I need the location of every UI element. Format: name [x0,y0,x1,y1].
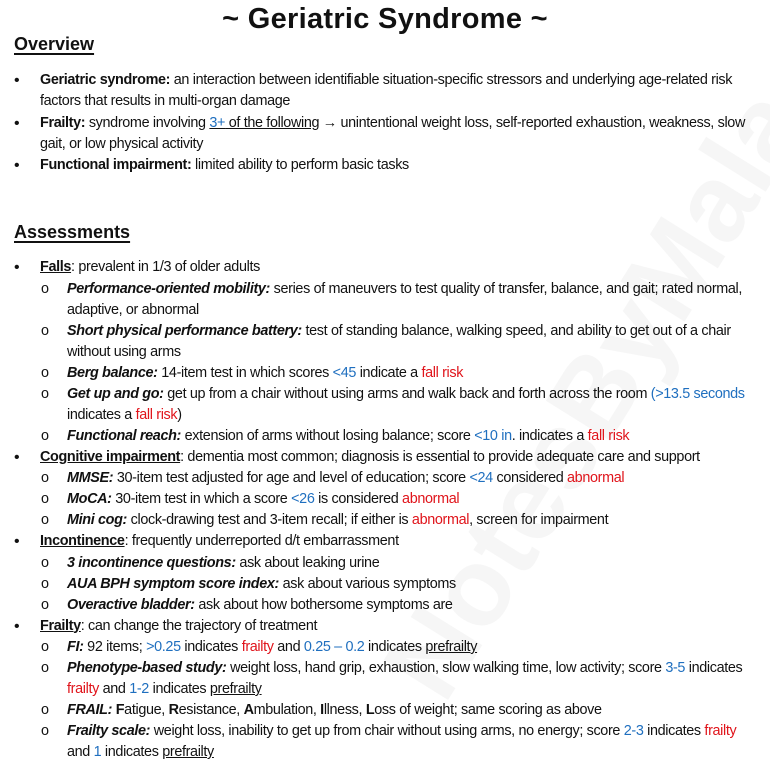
text-segment: test of standing balance, walking speed, and ability to get out of a chair without using arms [67,322,731,360]
text-segment: 1-2 [129,681,149,697]
text-segment: fall risk [421,364,464,381]
text-segment: → unintentional weight loss, self-reported exhaustion, weakness, slow gait, or low physical activity [40,114,745,152]
assessment-item [0,531,762,552]
text-segment: Functional impairment: [40,157,192,173]
assessment-subitem [0,721,762,763]
text-segment: 2-3 [623,723,644,739]
text-segment: fall risk [587,427,630,444]
assessment-subitem [0,700,762,721]
overview-item [0,155,762,176]
text-segment: fall risk [135,406,178,423]
text-segment: indicates [148,681,210,697]
text-segment: 92 items; [83,639,147,655]
assessment-subitem [0,553,762,574]
text-segment: Performance-oriented mobility: [67,280,270,297]
text-segment: Mini cog: [67,512,127,528]
text-segment: Geriatric syndrome: [40,72,171,88]
text-segment: ask about various symptoms [278,575,456,592]
text-segment: considered [492,470,568,486]
text-segment: indicates [643,723,705,739]
text-segment: ) [177,406,182,423]
text-segment: get up from a chair without using arms and walk back and forth across the room [163,385,651,402]
assessment-subitem [0,426,762,447]
text-segment: . indicates a [511,427,588,444]
text-segment: mbulation, [253,702,321,718]
text-segment: limited ability to perform basic tasks [191,157,409,173]
text-segment: weight loss, hand grip, exhaustion, slow walking time, low activity; score [226,660,666,676]
text-segment: esistance, [178,702,244,718]
text-segment: abnormal [402,491,460,507]
text-segment: >0.25 [146,639,181,655]
text-segment: Frailty: [40,114,86,131]
text-segment: (>13.5 seconds [650,385,745,402]
text-segment: indicates [180,639,242,655]
overview-item [0,113,762,155]
text-segment: frailty [241,639,274,655]
text-segment: I [320,702,324,718]
text-segment: abnormal [567,470,625,486]
text-segment: extension of arms without losing balance; score [181,427,475,444]
assessment-subitem [0,279,762,321]
text-segment: Short physical performance battery: [67,322,302,339]
text-segment: frailty [67,681,99,697]
text-segment: oss of weight; same scoring as above [374,702,602,718]
assessments-list [0,257,762,763]
text-segment: , screen for impairment [469,512,609,528]
text-segment: R [168,702,179,718]
text-segment: FI: [67,639,84,655]
assessment-subitem [0,468,762,489]
text-segment: indicates [101,744,163,760]
assessment-subitem [0,658,762,700]
assessment-subitem [0,595,762,616]
page-title: ~ Geriatric Syndrome ~ [222,3,548,35]
text-segment: llness, [323,702,366,718]
text-segment: 30-item test in which a score [111,491,292,507]
text-segment: <10 in [474,427,512,444]
assessment-item [0,257,762,278]
text-segment: is considered [314,491,403,507]
text-segment: indicates [364,639,426,655]
text-segment: : dementia most common; diagnosis is essential to provide adequate care and support [180,448,700,465]
assessment-subitem [0,510,762,531]
assessment-subitem [0,363,762,384]
text-segment: prefrailty [162,744,214,760]
text-segment: prefrailty [209,681,262,697]
text-segment: 0.25 – 0.2 [303,639,365,655]
assessment-subitem [0,489,762,510]
text-segment: ask about leaking urine [235,554,380,571]
text-segment: series of maneuvers to test quality of transfer, balance, and gait; rated normal, adaptive, or abnormal [67,280,743,318]
section-heading-assessments: Assessments [14,222,131,242]
text-segment: Frailty scale: [67,723,151,739]
assessment-item [0,447,762,468]
text-segment: atigue, [124,702,169,718]
text-segment: weight loss, inability to get up from chair without using arms, no energy; score [150,723,624,739]
text-segment: Falls [40,259,72,275]
section-heading-overview: Overview [14,34,95,54]
text-segment: an interaction between identifiable situation-specific stressors and underlying age-related risk factors that results in multi-organ damage [40,72,733,109]
text-segment: Overactive bladder: [67,596,195,613]
text-segment: <24 [469,470,493,486]
text-segment: indicate a [356,364,422,381]
text-segment: and [98,681,130,697]
text-segment: 1 [93,744,102,760]
text-segment: abnormal [411,512,470,528]
assessment-subitem [0,384,762,426]
text-segment: of the following [225,114,320,131]
text-segment: : prevalent in 1/3 of older adults [71,259,260,275]
text-segment: Berg balance: [67,364,158,381]
text-segment: : can change the trajectory of treatment [80,617,318,634]
text-segment: 3 incontinence questions: [67,554,236,571]
text-segment: L [365,702,375,718]
text-segment: ask about how bothersome symptoms are [194,596,453,613]
text-segment: Phenotype-based study: [67,660,227,676]
text-segment: prefrailty [425,639,478,655]
text-segment: indicates a [67,406,136,423]
text-segment: and [67,744,94,760]
text-segment: : frequently underreported d/t embarrassment [124,533,399,549]
text-segment: A [243,702,254,718]
assessment-subitem [0,637,762,658]
text-segment: 3-5 [665,660,686,676]
text-segment: indicates [685,660,743,676]
text-segment: AUA BPH symptom score index: [67,575,279,592]
text-segment: Incontinence [40,533,125,549]
text-segment: F [115,702,125,718]
assessment-subitem [0,574,762,595]
text-segment: MoCA: [67,491,112,507]
text-segment: clock-drawing test and 3-item recall; if either is [127,512,412,528]
text-segment: 14-item test in which scores [157,364,333,381]
text-segment: 30-item test adjusted for age and level of education; score [113,470,470,486]
text-segment: FRAIL: [67,702,113,718]
text-segment: Functional reach: [67,427,181,444]
text-segment: <45 [332,364,357,381]
assessment-subitem [0,321,762,363]
text-segment: Frailty [40,617,81,634]
text-segment: 3+ [209,114,226,131]
text-segment: Cognitive impairment [40,448,181,465]
text-segment: <26 [291,491,315,507]
text-segment: and [273,639,304,655]
assessment-item [0,616,762,637]
text-segment: Get up and go: [67,385,164,402]
text-segment: frailty [704,723,737,739]
text-segment: syndrome involving [85,114,210,131]
overview-item [0,70,762,112]
overview-list [0,70,762,177]
text-segment: MMSE: [67,470,114,486]
